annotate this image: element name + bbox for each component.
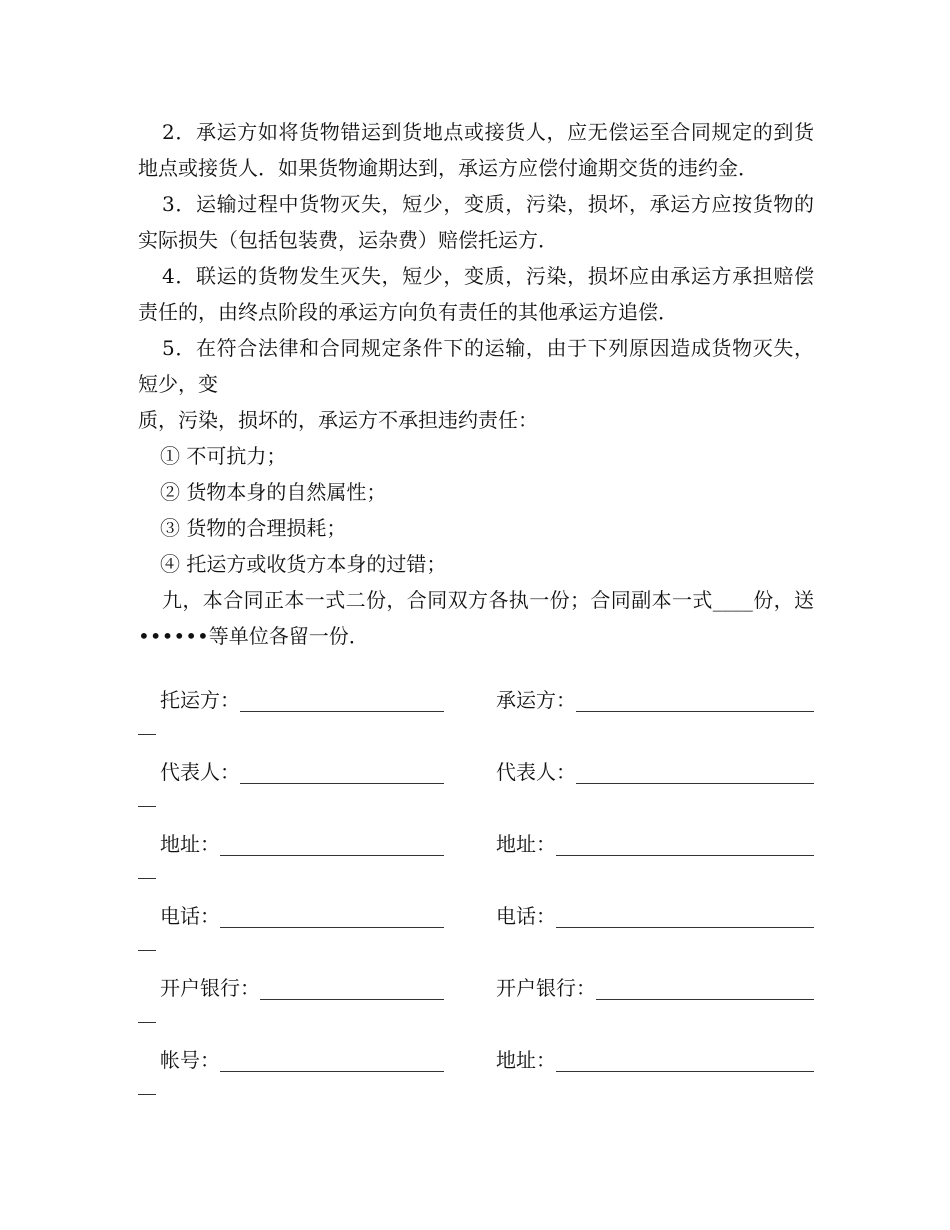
blank-line: [220, 829, 444, 856]
blank-line: [556, 829, 814, 856]
field-label: 电话：: [160, 904, 220, 928]
shipper-account-field: [160, 1042, 444, 1078]
exemption-item-2: ② 货物本身的自然属性；: [160, 480, 387, 504]
field-label: 代表人：: [496, 760, 576, 784]
field-label: 代表人：: [160, 760, 240, 784]
carrier-phone-field: [496, 898, 814, 934]
wrap-dash: [138, 1022, 156, 1023]
field-label: 电话：: [496, 904, 556, 928]
blank-line: [220, 901, 444, 928]
clause-3: 3．运输过程中货物灭失，短少，变质，污染，损坏，承运方应按货物的实际损失（包括包装费，运杂费）赔偿托运方．: [138, 192, 814, 252]
shipper-representative-field: [160, 754, 444, 790]
field-label: 托运方：: [160, 688, 240, 712]
shipper-field: [160, 682, 444, 718]
wrap-dash: [138, 1094, 156, 1095]
signature-row: [138, 754, 814, 826]
wrap-dash: [138, 878, 156, 879]
carrier-address-field: [496, 826, 814, 862]
clause-5-part-1: 5．在符合法律和合同规定条件下的运输，由于下列原因造成货物灭失，短少，变: [138, 336, 814, 396]
carrier-bank-field: [496, 970, 814, 1006]
clause-9: 九，本合同正本一式二份，合同双方各执一份；合同副本一式____份，送••••••等单位各留一份．: [138, 588, 814, 648]
shipper-phone-field: [160, 898, 444, 934]
signature-row: [138, 970, 814, 1042]
field-label: 开户银行：: [496, 976, 596, 1000]
blank-line: [556, 901, 814, 928]
signature-row: [138, 826, 814, 898]
exemption-item-3: ③ 货物的合理损耗；: [160, 516, 347, 540]
shipper-bank-field: [160, 970, 444, 1006]
field-label: 地址：: [496, 1048, 556, 1072]
wrap-dash: [138, 806, 156, 807]
clause-5-part-2: 质，污染，损坏的，承运方不承担违约责任：: [138, 408, 538, 432]
clause-4: 4．联运的货物发生灭失，短少，变质，污染，损坏应由承运方承担赔偿责任的，由终点阶段的承运方向负有责任的其他承运方追偿．: [138, 264, 814, 324]
carrier-representative-field: [496, 754, 814, 790]
clause-2: 2．承运方如将货物错运到货地点或接货人，应无偿运至合同规定的到货地点或接货人．如果货物逾期达到，承运方应偿付逾期交货的违约金．: [138, 120, 814, 180]
wrap-dash: [138, 734, 156, 735]
field-label: 帐号：: [160, 1048, 220, 1072]
blank-line: [260, 973, 444, 1000]
signature-block: [138, 682, 814, 1114]
shipper-address-field: [160, 826, 444, 862]
signature-row: [138, 898, 814, 970]
blank-line: [556, 1045, 814, 1072]
exemption-item-1: ① 不可抗力；: [160, 444, 287, 468]
blank-line: [576, 685, 814, 712]
blank-line: [596, 973, 814, 1000]
field-label: 开户银行：: [160, 976, 260, 1000]
blank-line: [576, 757, 814, 784]
wrap-dash: [138, 950, 156, 951]
contract-body: [138, 114, 814, 654]
carrier-address-field-2: [496, 1042, 814, 1078]
field-label: 地址：: [496, 832, 556, 856]
field-label: 承运方：: [496, 688, 576, 712]
blank-line: [220, 1045, 444, 1072]
blank-line: [240, 757, 444, 784]
carrier-field: [496, 682, 814, 718]
exemption-item-4: ④ 托运方或收货方本身的过错；: [160, 552, 447, 576]
signature-row: [138, 1042, 814, 1114]
blank-line: [240, 685, 444, 712]
field-label: 地址：: [160, 832, 220, 856]
signature-row: [138, 682, 814, 754]
